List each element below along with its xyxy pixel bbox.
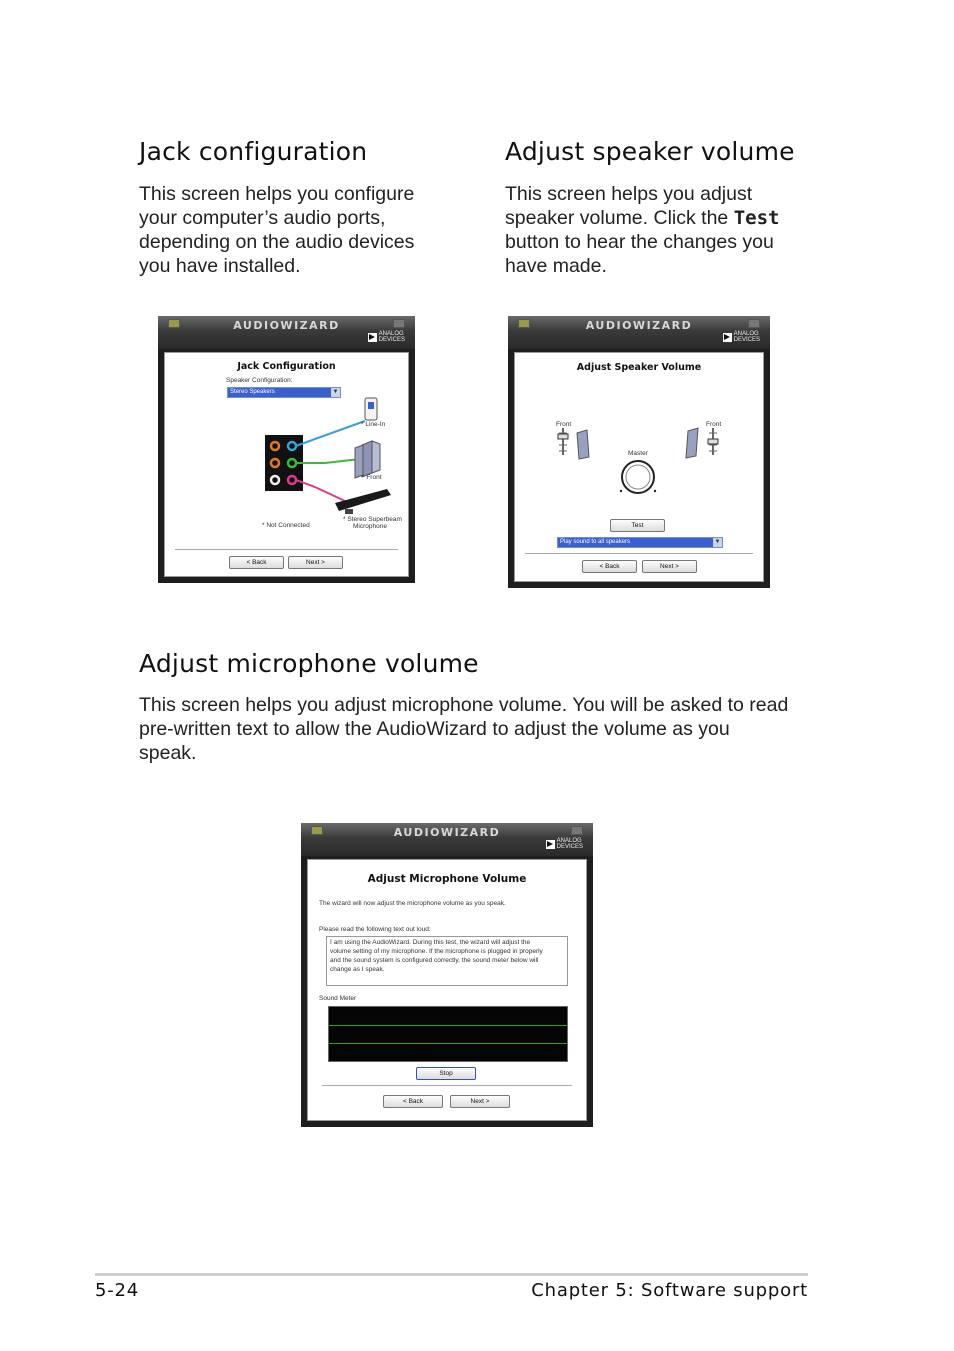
footer-rule — [95, 1273, 808, 1276]
line-in-label: * Line-In — [361, 421, 386, 428]
speaker-configuration-select[interactable]: Stereo Speakers ▼ — [227, 387, 341, 398]
adjust-microphone-volume-window — [301, 823, 593, 1127]
window-titlebar — [301, 823, 593, 856]
test-button[interactable]: Test — [610, 519, 665, 532]
passage-line: volume setting of my microphone. If the microphone is plugged in properly — [330, 948, 543, 955]
mic-desc-line: pre-written text to allow the AudioWizard to adjust the volume as you — [139, 718, 730, 740]
sound-meter — [328, 1006, 568, 1062]
play-sound-select[interactable]: Play sound to all speakers ▼ — [557, 537, 723, 548]
sound-meter-level-line — [329, 1025, 567, 1026]
jack-desc-line: This screen helps you configure — [139, 183, 415, 205]
window-close-icon[interactable] — [393, 319, 405, 328]
read-aloud-passage — [326, 936, 568, 986]
jack-desc-line: you have installed. — [139, 255, 301, 277]
speaker-desc-line: have made. — [505, 255, 607, 277]
mic-intro-text: The wizard will now adjust the microphone volume as you speak. — [319, 900, 506, 907]
adjust-speaker-volume-window — [508, 316, 770, 588]
panel-title: Adjust Speaker Volume — [576, 362, 702, 373]
back-button[interactable]: < Back — [229, 556, 284, 569]
stop-button[interactable]: Stop — [416, 1067, 476, 1080]
stereo-superbeam-label: * Stereo Superbeam — [343, 516, 402, 523]
jack-configuration-heading: Jack configuration — [139, 137, 368, 166]
window-body — [514, 352, 764, 582]
mic-desc-line: This screen helps you adjust microphone volume. You will be asked to read — [139, 694, 789, 716]
audiowizard-logo: AUDIOWIZARD — [393, 826, 501, 839]
chevron-down-icon[interactable]: ▼ — [714, 539, 721, 545]
analog-devices-triangle-icon — [546, 840, 555, 849]
window-close-icon[interactable] — [748, 319, 760, 328]
read-aloud-label: Please read the following text out loud: — [319, 926, 431, 933]
window-body — [307, 859, 587, 1121]
not-connected-label: * Not Connected — [262, 522, 310, 529]
adjust-microphone-volume-description — [139, 693, 788, 765]
next-button[interactable]: Next > — [450, 1095, 510, 1108]
analog-devices-logo: ANALOG DEVICES — [546, 838, 583, 850]
speaker-desc-line — [505, 206, 779, 230]
back-button[interactable]: < Back — [582, 560, 637, 573]
jack-desc-line: depending on the audio devices — [139, 231, 415, 253]
audiowizard-logo: AUDIOWIZARD — [233, 319, 340, 332]
adjust-speaker-volume-description — [505, 182, 779, 278]
panel-title: Adjust Microphone Volume — [367, 873, 527, 885]
front-left-label: Front — [556, 421, 572, 428]
divider — [322, 1085, 572, 1086]
passage-line: change as I speak. — [330, 966, 385, 973]
panel-title: Jack Configuration — [237, 361, 336, 372]
adjust-speaker-volume-heading: Adjust speaker volume — [505, 137, 795, 166]
page-number: 5-24 — [95, 1280, 140, 1301]
sound-meter-label: Sound Meter — [319, 995, 357, 1002]
speaker-desc-line: button to hear the changes you — [505, 231, 774, 253]
jack-desc-line: your computer’s audio ports, — [139, 207, 386, 229]
divider — [175, 549, 398, 550]
speaker-desc-line: This screen helps you adjust — [505, 183, 753, 205]
front-left-volume-slider — [558, 428, 568, 455]
analog-devices-triangle-icon — [723, 333, 732, 342]
window-titlebar — [508, 316, 770, 349]
front-right-volume-slider — [708, 428, 718, 455]
analog-devices-triangle-icon — [368, 333, 377, 342]
window-close-icon[interactable] — [571, 826, 583, 835]
chevron-down-icon[interactable]: ▼ — [332, 389, 339, 395]
back-button[interactable]: < Back — [383, 1095, 443, 1108]
next-button[interactable]: Next > — [288, 556, 343, 569]
adjust-microphone-volume-heading: Adjust microphone volume — [139, 649, 479, 678]
front-label: * Front — [362, 474, 382, 481]
window-body — [164, 352, 409, 577]
passage-line: I am using the AudioWizard. During this test, the wizard will adjust the — [330, 939, 531, 946]
passage-line: and the sound system is configured correctly, the sound meter below will — [330, 957, 539, 964]
master-volume-knob — [620, 461, 656, 493]
speaker-desc-text: speaker volume. Click the — [505, 207, 734, 229]
jack-configuration-description — [139, 182, 414, 278]
speaker-configuration-label: Speaker Configuration: — [226, 377, 293, 384]
divider — [525, 553, 753, 554]
analog-devices-logo: ANALOG DEVICES — [368, 331, 405, 343]
chapter-title: Chapter 5: Software support — [531, 1280, 808, 1301]
test-keyword: Test — [733, 207, 780, 229]
audiowizard-logo: AUDIOWIZARD — [585, 319, 693, 332]
master-label: Master — [628, 450, 648, 457]
next-button[interactable]: Next > — [642, 560, 697, 573]
front-right-label: Front — [706, 421, 722, 428]
audio-jack-panel-illustration — [165, 353, 408, 577]
mic-desc-line: speak. — [139, 742, 197, 764]
jack-configuration-window — [158, 316, 415, 583]
window-titlebar — [158, 316, 415, 349]
analog-devices-logo: ANALOG DEVICES — [723, 331, 760, 343]
sound-meter-level-line — [329, 1043, 567, 1044]
microphone-label: Microphone — [353, 523, 387, 530]
